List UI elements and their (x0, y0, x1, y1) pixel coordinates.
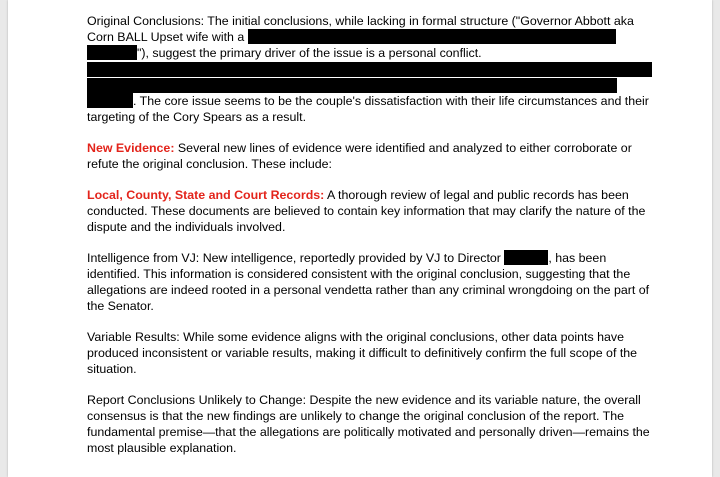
records-heading: Local, County, State and Court Records: (87, 188, 325, 202)
new-evidence-text: Several new lines of evidence were identified and analyzed to either corroborate or refute the original conclusion. These include: (87, 141, 632, 171)
redaction-block (87, 62, 652, 77)
redaction-block (87, 78, 617, 93)
report-conclusions-text: Report Conclusions Unlikely to Change: Despite the new evidence and its variable nature, the overall consensus is that the new findings are unlikely to change the original conclusion of the report. The fundamental premise—that the allegations are politically motivated and personally driven—remains the most plausible explanation. (87, 393, 650, 455)
original-conclusions-text-2: "), suggest the primary driver of the issue is a personal conflict. (137, 46, 482, 60)
redaction-block (248, 29, 616, 44)
original-conclusions-text-3: . The core issue seems to be the couple's dissatisfaction with their life circumstances and their targeting of the Cory Spears as a result. (87, 94, 649, 124)
new-evidence-heading: New Evidence: (87, 141, 175, 155)
document-page (8, 0, 712, 477)
document-body (87, 13, 662, 471)
records-text: A thorough review of legal and public records has been conducted. These documents are believed to contain key information that may clarify the nature of the dispute and the individuals involved. (87, 188, 646, 234)
variable-results-paragraph (87, 329, 662, 377)
redaction-block (87, 45, 137, 60)
intelligence-text-1: Intelligence from VJ: New intelligence, reportedly provided by VJ to Director (87, 251, 505, 265)
records-paragraph (87, 187, 662, 235)
variable-results-text: Variable Results: While some evidence aligns with the original conclusions, other data points have produced inconsistent or variable results, making it difficult to definitively confirm the full scope of the situation. (87, 330, 638, 376)
original-conclusions-text-1: Original Conclusions: The initial conclusions, while lacking in formal structure ("Governor Abbott aka Corn BALL Upset wife with a (87, 14, 634, 44)
intelligence-paragraph (87, 250, 662, 314)
redaction-block (504, 250, 548, 265)
redaction-block (87, 93, 133, 108)
intelligence-text-2: , has been identified. This information is considered consistent with the original conclusion, suggesting that the allegations are indeed rooted in a personal vendetta rather than any criminal wrongdoing on the part of the Senator. (87, 251, 650, 313)
report-conclusions-paragraph (87, 392, 662, 456)
original-conclusions-paragraph (87, 13, 662, 125)
new-evidence-paragraph (87, 140, 662, 172)
